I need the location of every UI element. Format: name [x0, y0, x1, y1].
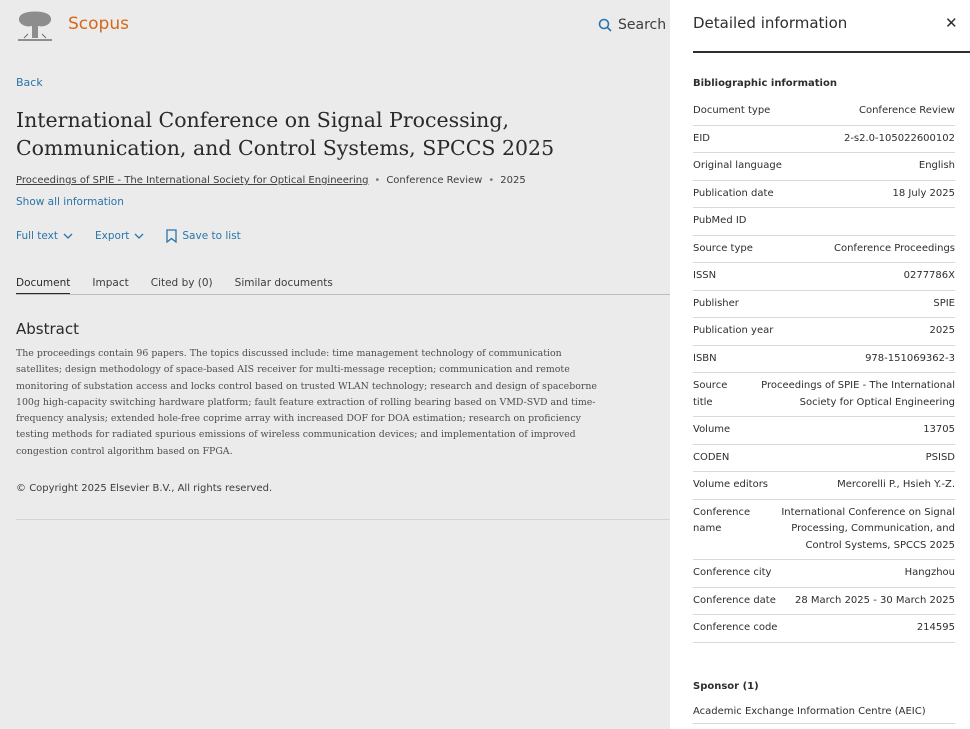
info-row [693, 126, 955, 154]
info-label: Conference date [693, 594, 776, 606]
info-row [693, 346, 955, 374]
info-value: International Conference on Signal Processing, Communication, and Control Systems, SPCCS 2025 [781, 506, 955, 551]
info-value: 2-s2.0-105022600102 [843, 132, 955, 144]
info-label: Source title [693, 380, 728, 408]
info-value: Hangzhou [904, 567, 955, 578]
info-label: Publication year [693, 325, 774, 336]
document-year: 2025 [500, 175, 526, 186]
info-value: English [918, 160, 955, 171]
info-value: PSISD [925, 451, 955, 463]
tab-document[interactable]: Document [16, 277, 70, 295]
info-row [693, 236, 955, 264]
abstract-text: The proceedings contain 96 papers. The topics discussed include: time management technology of communication satellites; design methodology of space-based AIS receiver for multi-message reception; communication and remote monitoring of substation access and locks control based on trusted WLAN technology; research and design of spaceborne 100g high-capacity switching hardware platform; fault feature extraction of rolling bearing based on VMD-SVD and time-frequency analysis; extended hole-free coprime array with increased DOF for DOA estimation; research on proficiency testing methods for radiated spurious emissions of wireless communication devices; and implementation of improved congestion control algorithm based on FPGA. [16, 348, 597, 457]
info-row [693, 373, 955, 417]
show-all-information-link[interactable]: Show all information [16, 196, 124, 208]
full-text-label: Full text [16, 230, 59, 242]
info-label: Document type [693, 105, 771, 116]
document-type: Conference Review [386, 175, 483, 186]
info-value: 13705 [923, 424, 955, 435]
tab-impact[interactable]: Impact [92, 277, 129, 289]
sponsor-item: Academic Exchange Information Centre (AEIC) [693, 706, 955, 724]
info-label: EID [693, 132, 710, 144]
panel-title-rule [693, 51, 970, 53]
info-value: 214595 [916, 622, 955, 633]
info-value: SPIE [933, 297, 955, 309]
info-value: 2025 [929, 325, 955, 336]
info-row [693, 153, 955, 181]
panel-title: Detailed information [693, 14, 848, 32]
info-value: Conference Proceedings [833, 242, 955, 254]
scopus-brand[interactable]: Scopus [68, 14, 129, 34]
tab-cited-by[interactable]: Cited by (0) [150, 277, 213, 289]
source-link[interactable]: Proceedings of SPIE - The International Society for Optical Engineering [16, 175, 369, 186]
info-row [693, 445, 955, 473]
detailed-information-panel [671, 0, 970, 729]
info-label: Publication date [693, 187, 774, 199]
info-label: Conference code [693, 622, 778, 633]
info-value: Conference Review [858, 105, 955, 116]
info-label: Volume [693, 424, 731, 435]
info-value: 978-151069362-3 [865, 352, 955, 364]
info-row [693, 208, 955, 236]
meta-separator: • [374, 175, 381, 186]
export-label: Export [95, 230, 130, 242]
copyright-text: Copyright 2025 Elsevier B.V., All rights reserved. [29, 483, 273, 494]
bibliographic-information-heading: Bibliographic information [693, 78, 837, 89]
tab-similar-documents[interactable]: Similar documents [234, 277, 333, 289]
document-title: International Conference on Signal Processing, Communication, and Control Systems, SPCCS 2025 [16, 108, 555, 160]
info-label: Conference name [693, 506, 751, 534]
bibliographic-table [693, 98, 955, 643]
abstract-heading: Abstract [16, 320, 79, 338]
info-row [693, 181, 955, 209]
info-label: ISBN [693, 352, 717, 364]
info-value: 0277786X [903, 270, 955, 281]
info-row [693, 318, 955, 346]
info-value: Mercorelli P., Hsieh Y.-Z. [837, 479, 955, 490]
back-link[interactable]: Back [16, 76, 43, 89]
info-row [693, 588, 955, 616]
copyright-icon: © [16, 483, 26, 494]
sponsor-heading: Sponsor (1) [693, 681, 759, 692]
info-label: Source type [693, 242, 753, 254]
info-label: Conference city [693, 567, 772, 578]
info-row [693, 417, 955, 445]
info-row [693, 472, 955, 500]
info-label: Original language [693, 160, 782, 171]
info-label: PubMed ID [693, 215, 747, 226]
meta-separator: • [488, 175, 495, 186]
search-label: Search [618, 17, 667, 33]
info-row [693, 615, 955, 643]
info-value: Proceedings of SPIE - The International Society for Optical Engineering [761, 380, 955, 408]
save-to-list-label: Save to list [182, 230, 241, 242]
info-label: Volume editors [693, 479, 769, 490]
info-label: CODEN [693, 451, 730, 463]
close-icon[interactable]: ✕ [945, 14, 958, 32]
info-value: 18 July 2025 [892, 187, 955, 199]
info-row [693, 291, 955, 319]
info-row [693, 98, 955, 126]
info-label: Publisher [693, 297, 739, 309]
info-row [693, 500, 955, 561]
info-row [693, 560, 955, 588]
info-value: 28 March 2025 - 30 March 2025 [795, 594, 955, 606]
info-label: ISSN [693, 270, 717, 281]
info-row [693, 263, 955, 291]
